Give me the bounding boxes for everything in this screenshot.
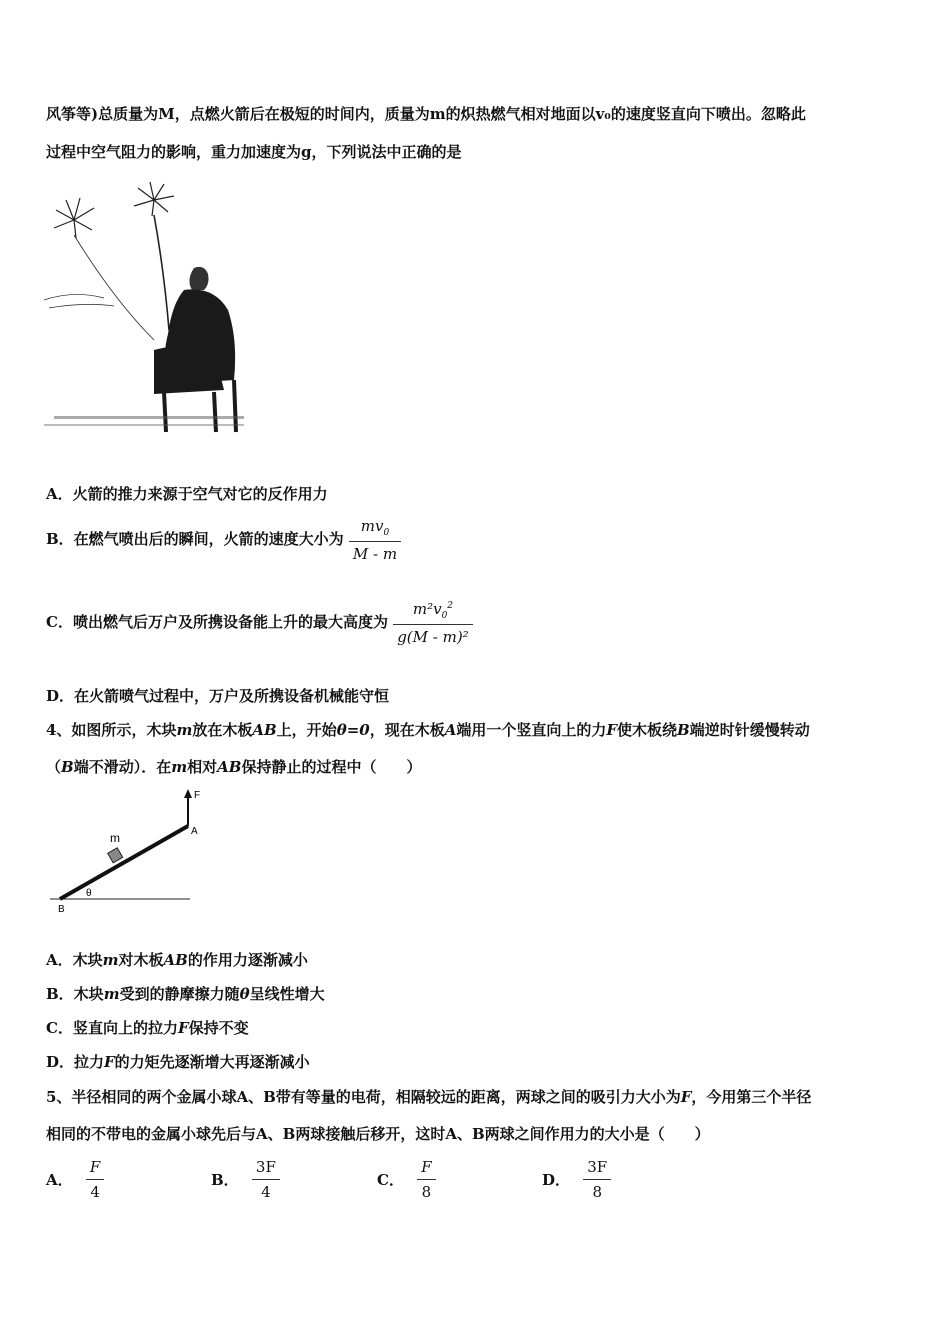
q3-option-b-text: B．在燃气喷出后的瞬间，火箭的速度大小为: [46, 530, 344, 548]
q3-option-c: [46, 600, 473, 646]
q4b-m: m: [103, 985, 120, 1003]
q4c-2: 保持不变: [188, 1019, 249, 1037]
q4-var-m: m: [176, 721, 193, 739]
label-m: m: [110, 831, 120, 845]
c-numerator-sub: 0: [441, 611, 448, 621]
label-f: F: [194, 790, 201, 801]
q4-option-a: [46, 949, 308, 970]
q3-option-c-text: C．喷出燃气后万户及所携设备能上升的最大高度为: [46, 613, 388, 631]
q4-s1d: ，现在木板: [369, 721, 445, 739]
q5a-label: A．: [46, 1171, 73, 1189]
q4-option-d: [46, 1051, 310, 1072]
kite-right: [134, 182, 174, 216]
q4-s1e: 端用一个竖直向上的力: [456, 721, 607, 739]
q4c-1: C．竖直向上的拉力: [46, 1019, 178, 1037]
q5d-label: D．: [542, 1171, 571, 1189]
q4-var-ab2: AB: [217, 758, 242, 776]
q5a-den: 4: [90, 1183, 100, 1201]
q4b-1: B．木块: [46, 985, 104, 1003]
q5-stem-line2: 相同的不带电的金属小球先后与A、B两球接触后移开，这时A、B两球之间作用力的大小是（ ）: [46, 1125, 710, 1143]
q4-option-b: [46, 983, 325, 1004]
c-denominator: g(M - m)²: [397, 628, 469, 646]
q5-s1: 5、半径相同的两个金属小球A、B带有等量的电荷，相隔较远的距离，两球之间的吸引力大小为: [46, 1088, 681, 1106]
q5-option-b: [211, 1158, 280, 1201]
q4-s1a: 4、如图所示，木块: [46, 721, 177, 739]
q4-var-f: F: [606, 721, 618, 739]
q4a-ab: AB: [163, 951, 188, 969]
q5a-num: F: [86, 1158, 104, 1180]
q4-s2c: 相对: [187, 758, 218, 776]
q4b-theta: θ: [239, 985, 250, 1003]
q5b-num: 3F: [252, 1158, 280, 1180]
q4-stem-line1: [46, 719, 810, 740]
q4-s1g: 端逆时针缓慢转动: [689, 721, 810, 739]
board-ab: [60, 826, 188, 899]
c-numerator-sup: 2: [447, 601, 454, 611]
q4-theta0: θ=0: [336, 721, 370, 739]
q5c-num: F: [417, 1158, 435, 1180]
q5b-fraction: [252, 1158, 280, 1201]
q4-option-c: [46, 1017, 249, 1038]
q5a-fraction: [86, 1158, 104, 1201]
label-b: B: [58, 904, 65, 915]
q4-var-b: B: [677, 721, 690, 739]
q4-s1c: 上，开始: [276, 721, 337, 739]
q3-stem-line1: 风筝等)总质量为M，点燃火箭后在极短的时间内，质量为m的炽热燃气相对地面以v₀的速度竖直向下喷出。忽略此: [46, 105, 806, 123]
q3-option-a: A．火箭的推力来源于空气对它的反作用力: [46, 485, 328, 503]
q3-stem-line2: 过程中空气阻力的影响，重力加速度为g，下列说法中正确的是: [46, 143, 462, 161]
q4a-2: 对木板: [118, 951, 164, 969]
label-a: A: [191, 826, 198, 837]
q4c-f: F: [177, 1019, 189, 1037]
wanhu-rocket-chair-illustration: [44, 180, 254, 442]
q5-option-a: [46, 1158, 104, 1201]
q5c-den: 8: [421, 1183, 432, 1201]
q4a-m: m: [102, 951, 119, 969]
q3-option-b: [46, 517, 401, 563]
q4-s2b: 端不滑动）．在: [73, 758, 172, 776]
kite-left: [54, 198, 94, 238]
arrow-head-icon: [184, 789, 192, 798]
b-denominator: M - m: [352, 545, 398, 563]
q4d-2: 的力矩先逐渐增大再逐渐减小: [114, 1053, 310, 1071]
q5-option-d: [542, 1158, 611, 1201]
q4b-2: 受到的静摩擦力随: [119, 985, 240, 1003]
q4-s1f: 使木板绕: [617, 721, 678, 739]
q4a-3: 的作用力逐渐减小: [187, 951, 308, 969]
q5-stem-line1: [46, 1086, 811, 1107]
b-numerator: mv: [360, 517, 384, 535]
q5-s1b: ，今用第三个半径: [691, 1088, 812, 1106]
q5c-fraction: [417, 1158, 435, 1201]
q3-option-b-fraction: [349, 517, 401, 563]
q4-s2d: 保持静止的过程中（ ）: [241, 758, 422, 776]
q4d-1: D．拉力: [46, 1053, 105, 1071]
q4-var-a: A: [444, 721, 457, 739]
c-numerator: m²v: [412, 600, 442, 618]
q5c-label: C．: [377, 1171, 404, 1189]
label-theta: θ: [86, 888, 92, 899]
q5b-den: 4: [261, 1183, 271, 1201]
q3-option-d: D．在火箭喷气过程中，万户及所携设备机械能守恒: [46, 687, 390, 705]
q4-var-b2: B: [61, 758, 74, 776]
q4a-1: A．木块: [46, 951, 103, 969]
q4-var-m2: m: [171, 758, 188, 776]
q4d-f: F: [104, 1053, 115, 1071]
q5-option-c: [377, 1158, 436, 1201]
q5d-num: 3F: [583, 1158, 611, 1180]
q5b-label: B．: [211, 1171, 239, 1189]
q5d-den: 8: [592, 1183, 602, 1201]
inclined-board-diagram: [44, 786, 201, 916]
q4b-4: 呈线性增大: [249, 985, 325, 1003]
q4-var-ab: AB: [252, 721, 277, 739]
q5d-fraction: [583, 1158, 611, 1201]
seated-figure: [154, 267, 236, 432]
q3-option-c-fraction: [393, 600, 473, 646]
q5-var-f: F: [680, 1088, 692, 1106]
q4-s1b: 放在木板: [192, 721, 253, 739]
q4-s2a: （: [46, 758, 62, 776]
q4-stem-line2: [46, 756, 421, 777]
block-m: [108, 848, 123, 863]
b-numerator-sub: 0: [383, 528, 390, 538]
